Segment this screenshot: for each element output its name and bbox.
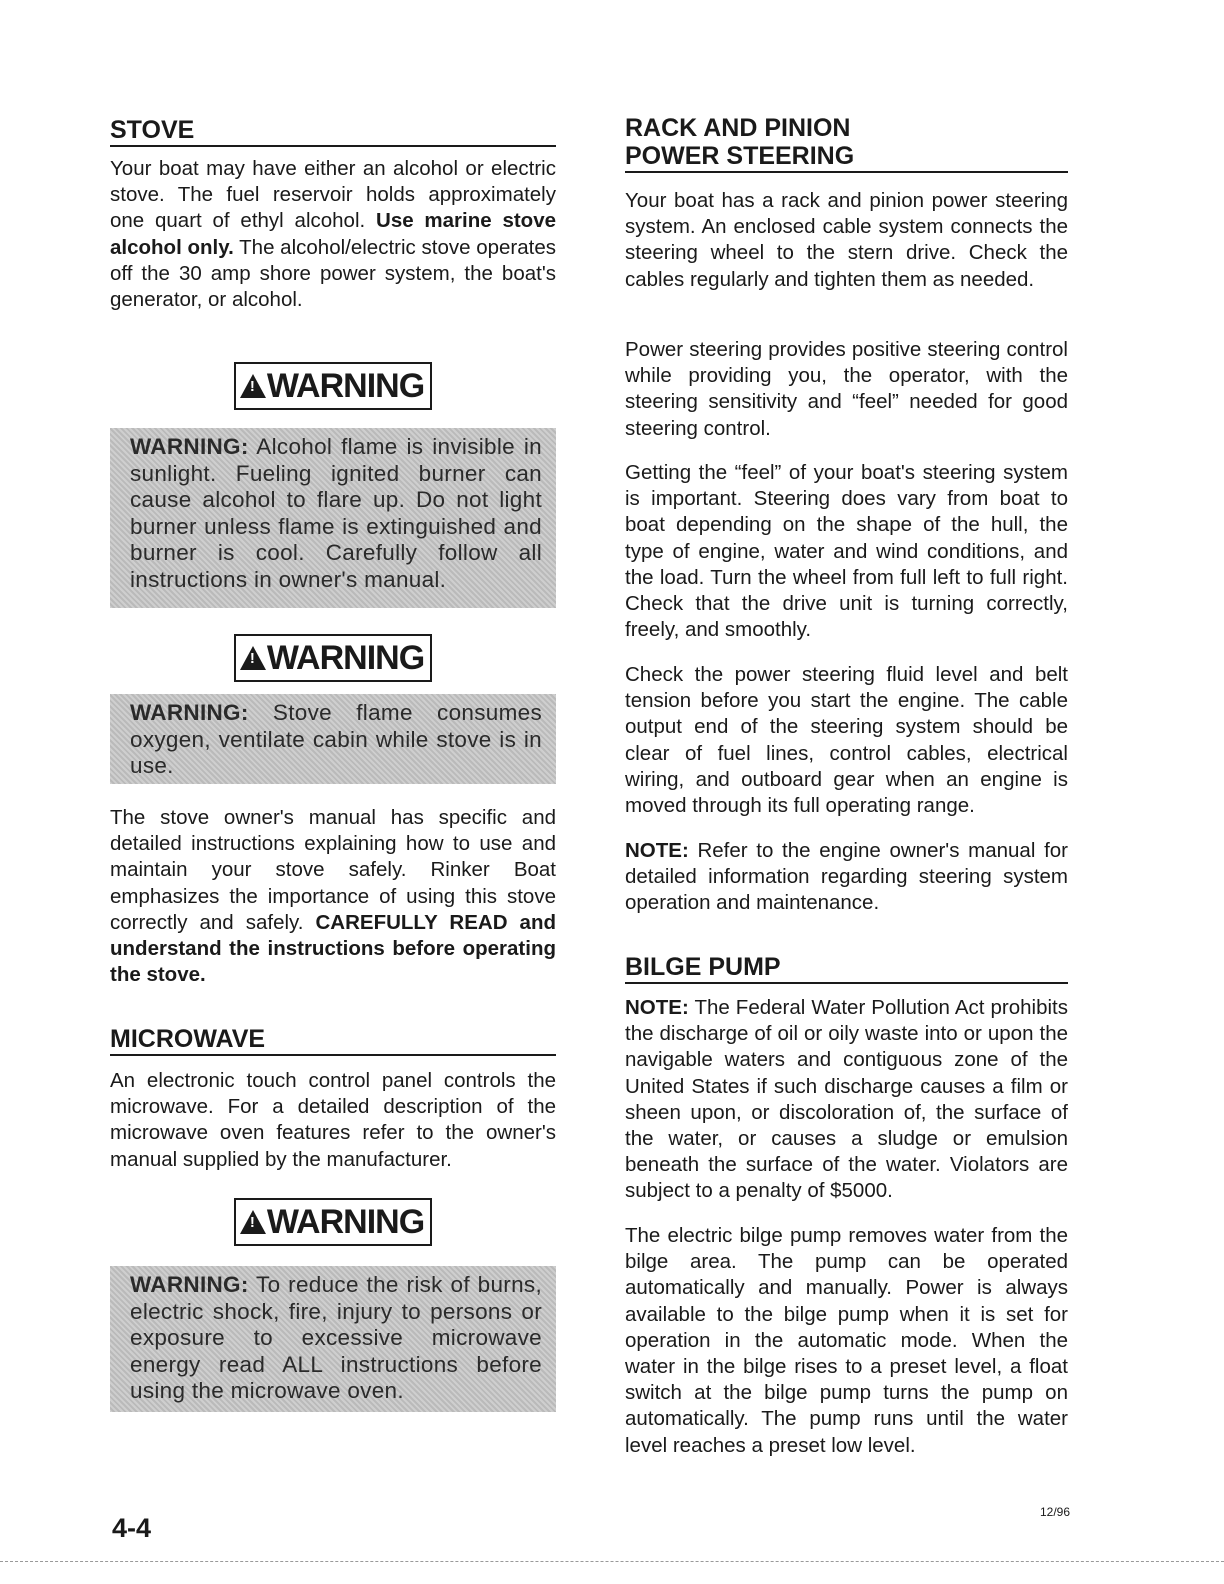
warning-triangle-icon [240,646,266,670]
microwave-warning-header: !WARNING [110,1198,556,1246]
warning-triangle-icon [240,1210,266,1234]
bilge-note: NOTE: The Federal Water Pollution Act prohibits the discharge of oil or oily waste into or upon the navigable waters and contiguous zone of the United States if such discharge causes a film or sheen upon, or discoloration of, the surface of the water, or causes a sludge or emulsion beneath the surface of the water. Violators are subject to a penalty of $5000. [625,996,1068,1203]
microwave-warning-box: WARNING: To reduce the risk of burns, electric shock, fire, injury to persons or exposure to excessive microwave energy read ALL instructions before using the microwave oven. [110,1266,556,1412]
warning-triangle-icon [240,374,266,398]
bottom-rule [0,1561,1224,1562]
bilge-heading: BILGE PUMP [625,953,1068,984]
steering-paragraph-1: Your boat has a rack and pinion power steering system. An enclosed cable system connects the steering wheel to the stern drive. Check the cables regularly and tighten them as needed. [625,189,1068,291]
steering-paragraph-3: Getting the “feel” of your boat's steering system is important. Steering does vary from boat to boat depending on the shape of the hull, the type of engine, water and wind conditions, and the load. Turn the wheel from full left to full right. Check that the drive unit is turning correctly, freely, and smoothly. [625,461,1068,642]
stove-warning-1-box: WARNING: Alcohol flame is invisible in sunlight. Fueling ignited burner can cause alcohol to flare up. Do not light burner unless flame is extinguished and burner is cool. Carefully follow all instructions in owner's manual. [110,428,556,608]
stove-warning-2-box: WARNING: Stove flame consumes oxygen, ventilate cabin while stove is in use. [110,694,556,784]
revision-date: 12/96 [1040,1505,1071,1519]
bilge-paragraph: The electric bilge pump removes water from the bilge area. The pump can be operated automatically and manually. Power is always available to the bilge pump when it is set for operation in the automatic mode. When the water in the bilge rises to a preset level, a float switch at the bilge pump turns the pump on automatically. The pump runs until the water level reaches a preset low level. [625,1224,1068,1457]
steering-note: NOTE: Refer to the engine owner's manual for detailed information regarding steering system operation and maintenance. [625,839,1068,915]
microwave-heading: MICROWAVE [110,1025,556,1056]
stove-warning-2-header: !WARNING [110,634,556,682]
microwave-paragraph: An electronic touch control panel controls the microwave. For a detailed description of the microwave oven features refer to the owner's manual supplied by the manufacturer. [110,1069,556,1171]
page-number: 4-4 [112,1513,152,1543]
steering-paragraph-4: Check the power steering fluid level and belt tension before you start the engine. The cable output end of the steering system should be clear of fuel lines, control cables, electrical wiring, and outboard gear when an engine is moved through its full operating range. [625,663,1068,818]
stove-heading: STOVE [110,116,556,147]
steering-heading: RACK AND PINION POWER STEERING [625,114,1068,173]
stove-warning-1-header: !WARNING [110,362,556,410]
stove-paragraph-2: The stove owner's manual has specific and detailed instructions explaining how to use and maintain your stove safely. Rinker Boat emphasizes the importance of using this stove correctly and safely. CAREFULLY READ and understand the instructions before operating the stove. [110,806,556,987]
stove-paragraph-1: Your boat may have either an alcohol or electric stove. The fuel reservoir holds approximately one quart of ethyl alcohol. Use marine stove alcohol only. The alcohol/electric stove operates off the 30 amp shore power system, the boat's generator, or alcohol. [110,157,557,312]
steering-paragraph-2: Power steering provides positive steering control while providing you, the operator, with the steering sensitivity and “feel” needed for good steering control. [625,338,1068,440]
